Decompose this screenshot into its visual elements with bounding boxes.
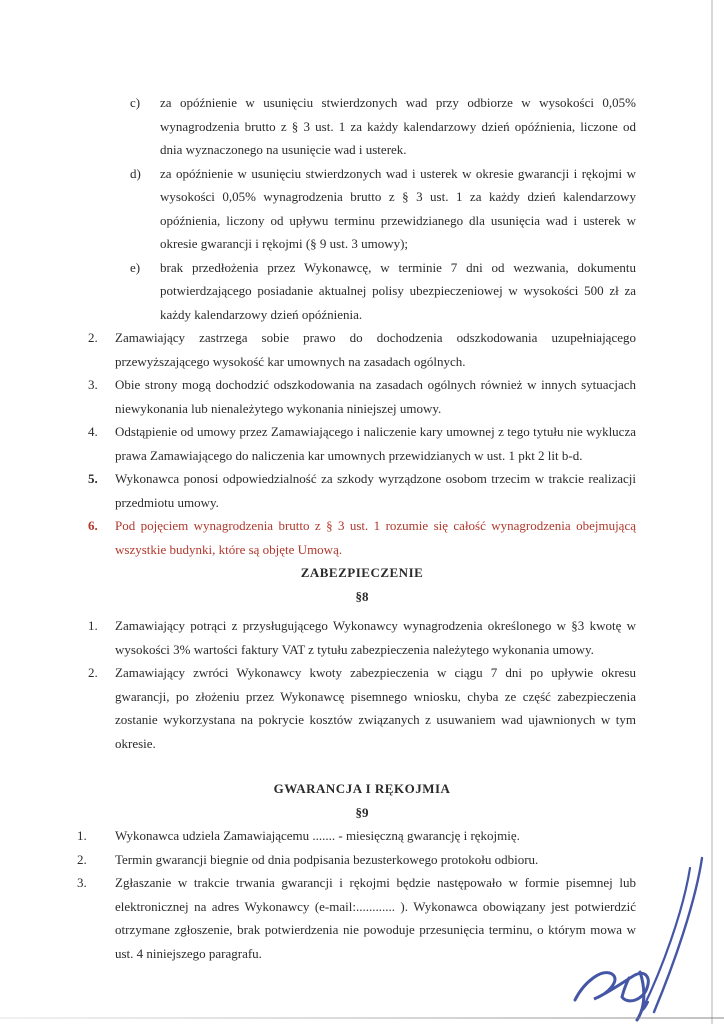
paragraph-number-s9: §9	[355, 804, 369, 820]
penalty-clause-c	[88, 91, 636, 162]
contract-clause-6-red	[88, 514, 636, 561]
list-item-marker: 6.	[88, 518, 98, 533]
section-title-gwarancja: GWARANCJA I RĘKOJMIA	[273, 781, 451, 796]
list-item-marker: 3.	[88, 377, 98, 392]
section-title-zabezpieczenie: ZABEZPIECZENIE	[300, 565, 424, 580]
penalty-clause-d	[88, 162, 636, 256]
contract-clause-5	[88, 467, 636, 514]
contract-clause-2	[88, 326, 636, 373]
list-item-marker: 2.	[88, 330, 98, 345]
contract-body	[77, 91, 636, 965]
list-item-marker: 2.	[77, 851, 87, 867]
list-item-text: Wykonawca ponosi odpowiedzialność za szkody wyrządzone osobom trzecim w trakcie realizacji przedmiotu umowy.	[115, 471, 636, 510]
list-item-marker: d)	[130, 165, 141, 181]
scan-edge-right-line	[711, 0, 713, 1024]
scan-edge-bottom-line	[0, 1017, 724, 1019]
list-item-text: Obie strony mogą dochodzić odszkodowania na zasadach ogólnych również w innych sytuacjach niewykonania lub nienależytego wykonania niniejszej umowy.	[115, 377, 636, 416]
list-item-marker: c)	[130, 95, 141, 110]
list-item-marker: 5.	[88, 471, 98, 486]
list-item-marker: 1.	[88, 618, 98, 633]
list-item-text: Odstąpienie od umowy przez Zamawiającego i naliczenie kary umownej z tego tytułu nie wyklucza prawa Zamawiającego do naliczenia kar umownych przewidzianych w ust. 1 pkt 2 lit b-d.	[115, 424, 636, 463]
list-item-text: brak przedłożenia przez Wykonawcę, w terminie 7 dni od wezwania, dokumentu potwierdzającego posiadanie aktualnej polisy ubezpieczeniowej w wysokości 500 zł za każdy kalendarzowy dzień opóźnienia.	[160, 259, 636, 322]
list-item-marker: 3.	[77, 875, 87, 890]
list-item-marker: 4.	[88, 424, 98, 439]
list-item-text: Zamawiający potrąci z przysługującego Wykonawcy wynagrodzenia określonego w §3 kwotę w wysokości 3% wartości faktury VAT z tytułu zabezpieczenia należytego wykonania umowy.	[115, 618, 636, 657]
s8-clause-2	[88, 661, 636, 755]
penalty-clause-e	[88, 256, 636, 327]
list-item-text: Zamawiający zwróci Wykonawcy kwoty zabezpieczenia w ciągu 7 dni po upływie okresu gwarancji, po złożeniu przez Wykonawcę pisemnego wniosku, chyba ze część zabezpieczenia zostanie wykorzystana na pokrycie kosztów związanych z usuwaniem wad ujawnionych w tym okresie.	[115, 665, 636, 751]
contract-clause-4	[88, 420, 636, 467]
handwritten-signature	[552, 842, 724, 1024]
list-item-text: za opóźnienie w usunięciu stwierdzonych wad i usterek w okresie gwarancji i rękojmi w wysokości 0,05% wynagrodzenia brutto z § 3 ust. 1 za każdy dzień kalendarzowy opóźnienia, liczony od upływu terminu przewidzianego dla usunięcia wad i usterek w okresie gwarancji i rękojmi (§ 9 ust. 3 umowy);	[160, 165, 636, 251]
list-item-text: Zgłaszanie w trakcie trwania gwarancji i rękojmi będzie następowało w formie pisemnej lub elektronicznej na adres Wykonawcy (e-mail:............ ). Wykonawca obowiązany jest potwierdzić otrzymane zgłoszenie, brak potwierdzenia nie powoduje przesunięcia terminu, o którym mowa w ust. 4 niniejszego paragrafu.	[115, 875, 636, 961]
list-item-marker: 1.	[77, 828, 87, 843]
s8-clause-1	[88, 614, 636, 661]
paragraph-number-s8: §8	[355, 588, 369, 604]
list-item-text: Termin gwarancji biegnie od dnia podpisania bezusterkowego protokołu odbioru.	[115, 851, 539, 867]
section-zabezpieczenie-items	[88, 614, 636, 755]
list-item-marker: e)	[130, 259, 141, 275]
list-item-marker: 2.	[88, 665, 98, 680]
list-item-text: Wykonawca udziela Zamawiającemu ....... - miesięczną gwarancję i rękojmię.	[115, 828, 520, 843]
list-item-text: Zamawiający zastrzega sobie prawo do dochodzenia odszkodowania uzupełniającego przewyższającego wysokość kar umownych na zasadach ogólnych.	[115, 330, 636, 369]
list-item-text: za opóźnienie w usunięciu stwierdzonych wad przy odbiorze w wysokości 0,05% wynagrodzenia brutto z § 3 ust. 1 za każdy kalendarzowy dzień opóźnienia, liczone od dnia wyznaczonego na usunięcie wad i usterek.	[160, 95, 636, 157]
contract-clause-3	[88, 373, 636, 420]
list-item-text: Pod pojęciem wynagrodzenia brutto z § 3 ust. 1 rozumie się całość wynagrodzenia obejmującą wszystkie budynki, które są objęte Umową.	[115, 518, 636, 557]
